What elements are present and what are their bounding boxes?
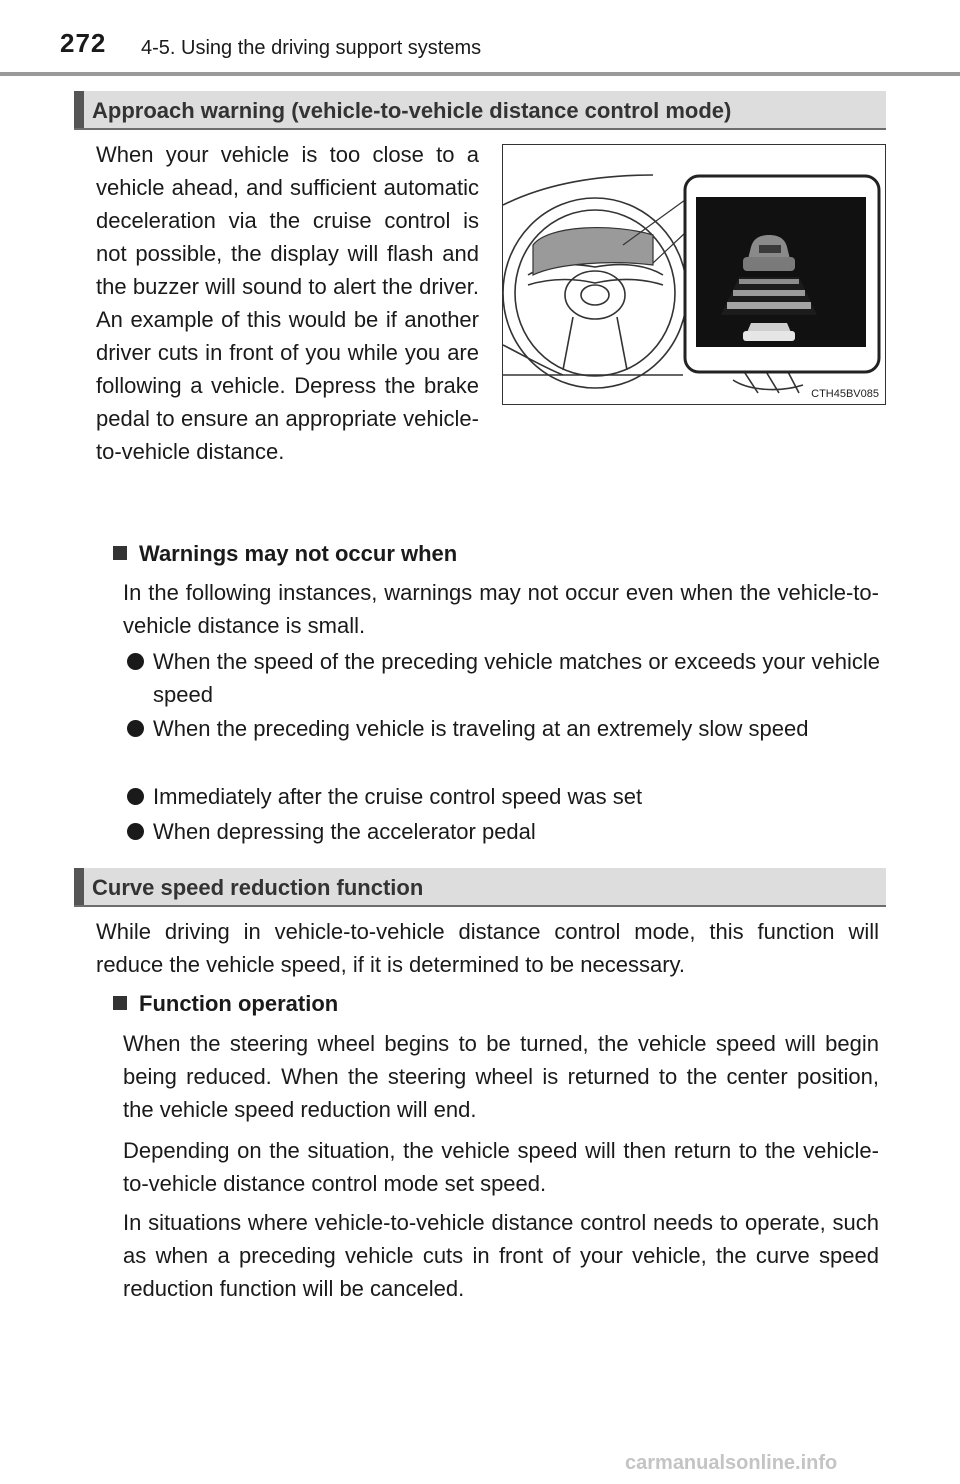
list-item-text: When the speed of the preceding vehicle matches or exceeds your vehicle speed (153, 649, 880, 707)
function-operation-heading-text: Function operation (139, 991, 339, 1016)
list-item-text: Immediately after the cruise control speed was set (153, 784, 643, 809)
bullet-dot-icon (127, 788, 144, 805)
approach-warning-illustration (502, 144, 886, 405)
list-item (124, 712, 880, 745)
list-item-text: When the preceding vehicle is traveling at an extremely slow speed (153, 716, 809, 741)
watermark: carmanualsonline.info (625, 1452, 838, 1474)
header-divider (0, 72, 960, 76)
section-title-curve-speed (74, 868, 886, 907)
function-operation-paragraph: Depending on the situation, the vehicle speed will then return to the vehicle-to-vehicle distance control mode set speed. (123, 1138, 879, 1196)
section-breadcrumb: 4-5. Using the driving support systems (141, 37, 482, 59)
curve-speed-intro: While driving in vehicle-to-vehicle distance control mode, this function will reduce the vehicle speed, if it is determined to be necessary. (96, 919, 879, 977)
section-title-approach-warning (74, 91, 886, 130)
warnings-heading-text: Warnings may not occur when (139, 541, 458, 566)
bullet-dot-icon (127, 720, 144, 737)
dashboard-illustration (503, 145, 886, 405)
square-bullet-icon (113, 996, 127, 1010)
approach-warning-body: When your vehicle is too close to a vehicle ahead, and sufficient automatic deceleration via the cruise control is not possible, the display will flash and the buzzer will sound to alert the driver. An example of this would be if another driver cuts in front of you while you are following a vehicle. Depress the brake pedal to ensure an appropriate vehicle-to-vehicle distance. (96, 142, 479, 464)
section-title-marker (74, 868, 84, 905)
section-title-marker (74, 91, 84, 128)
function-operation-paragraph: When the steering wheel begins to be turned, the vehicle speed will begin being reduced. When the steering wheel is returned to the center position, the vehicle speed reduction will end. (123, 1031, 879, 1122)
section-title-text: Approach warning (vehicle-to-vehicle distance control mode) (92, 98, 732, 123)
list-item (124, 780, 880, 813)
warnings-heading (113, 537, 457, 570)
page-number: 272 (60, 28, 107, 58)
function-operation-paragraph: In situations where vehicle-to-vehicle distance control needs to operate, such as when a preceding vehicle cuts in front of your vehicle, the curve speed reduction function will be canceled. (123, 1210, 879, 1301)
bullet-dot-icon (127, 823, 144, 840)
section-title-text: Curve speed reduction function (92, 875, 424, 900)
list-item-text: When depressing the accelerator pedal (153, 819, 536, 844)
bullet-dot-icon (127, 653, 144, 670)
figure-code: CTH45BV085 (811, 388, 879, 400)
page-header (0, 0, 960, 76)
square-bullet-icon (113, 546, 127, 560)
function-operation-heading (113, 987, 338, 1020)
list-item (124, 645, 880, 711)
list-item (124, 815, 880, 848)
warnings-intro: In the following instances, warnings may not occur even when the vehicle-to-vehicle distance is small. (123, 580, 879, 638)
